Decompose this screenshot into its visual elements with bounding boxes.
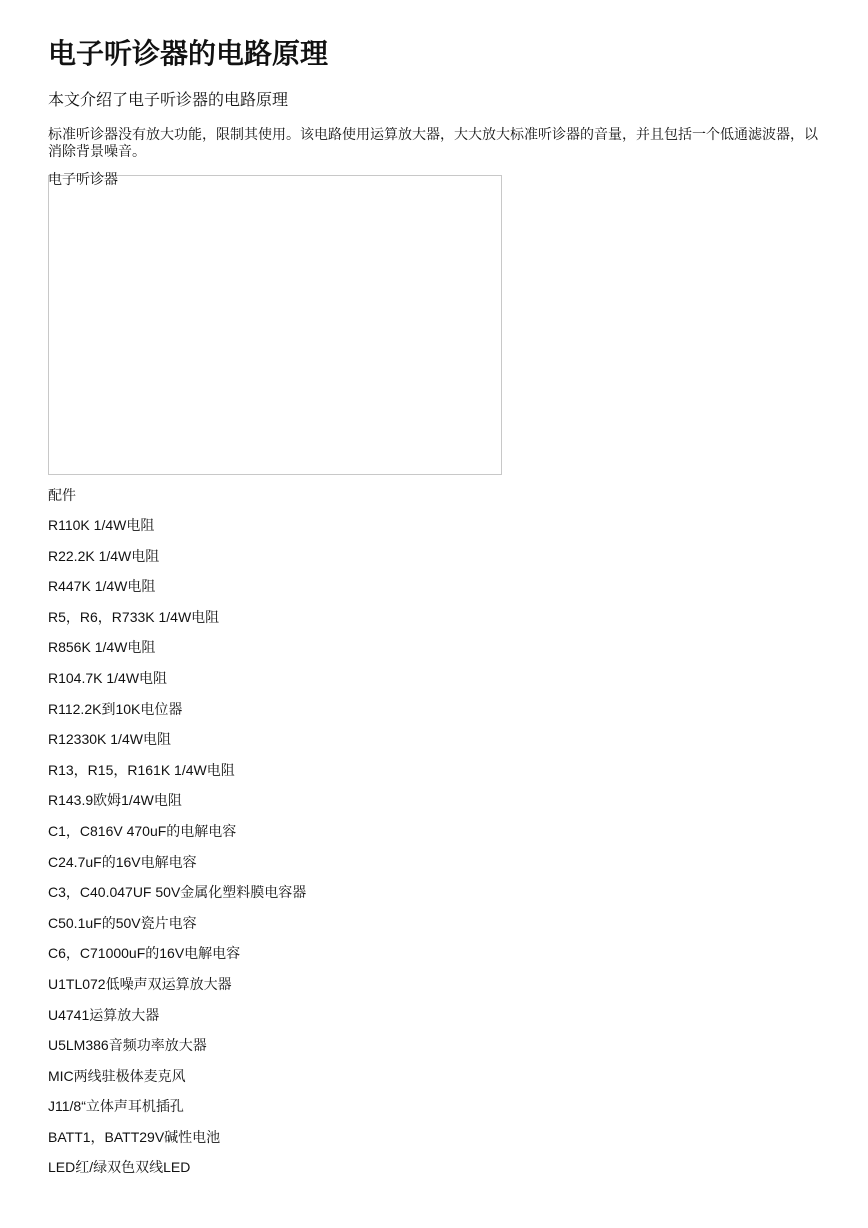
part-item: R110K 1/4W电阻 <box>48 517 155 533</box>
part-item: R856K 1/4W电阻 <box>48 639 156 656</box>
part-item: R112.2K到10K电位器 <box>48 700 183 717</box>
parts-list <box>48 517 306 1190</box>
page-subtitle: 本文介绍了电子听诊器的电路原理 <box>48 92 289 109</box>
part-item: R104.7K 1/4W电阻 <box>48 669 168 686</box>
intro-paragraph: 标准听诊器没有放大功能，限制其使用。该电路使用运算放大器，大大放大标准听诊器的音量，并且包括一个低通滤波器，以消除背景噪音。 <box>48 126 818 159</box>
part-item: C1，C816V 470uF的电解电容 <box>48 822 237 839</box>
part-item: U5LM386音频功率放大器 <box>48 1037 207 1054</box>
part-item: U4741运算放大器 <box>48 1006 160 1023</box>
part-item: R13，R15，R161K 1/4W电阻 <box>48 761 235 778</box>
parts-heading: 配件 <box>48 487 76 503</box>
part-item: U1TL072低噪声双运算放大器 <box>48 975 232 992</box>
part-item: C50.1uF的50V瓷片电容 <box>48 914 197 931</box>
part-item: LED红/绿双色双线LED <box>48 1159 191 1176</box>
part-item: C6，C71000uF的16V电解电容 <box>48 945 241 962</box>
part-item: R22.2K 1/4W电阻 <box>48 547 160 564</box>
part-item: BATT1，BATT29V碱性电池 <box>48 1128 221 1145</box>
circuit-image-placeholder <box>48 175 502 475</box>
part-item: MIC两线驻极体麦克风 <box>48 1067 186 1084</box>
part-item: R143.9欧姆1/4W电阻 <box>48 792 182 809</box>
figure-alt-text: 电子听诊器 <box>48 171 118 187</box>
part-item: R447K 1/4W电阻 <box>48 578 156 595</box>
page-title: 电子听诊器的电路原理 <box>48 38 329 69</box>
part-item: R12330K 1/4W电阻 <box>48 731 171 748</box>
part-item: C3，C40.047UF 50V金属化塑料膜电容器 <box>48 884 307 901</box>
part-item: J11/8“立体声耳机插孔 <box>48 1098 184 1115</box>
part-item: R5，R6，R733K 1/4W电阻 <box>48 608 220 625</box>
part-item: C24.7uF的16V电解电容 <box>48 853 197 870</box>
